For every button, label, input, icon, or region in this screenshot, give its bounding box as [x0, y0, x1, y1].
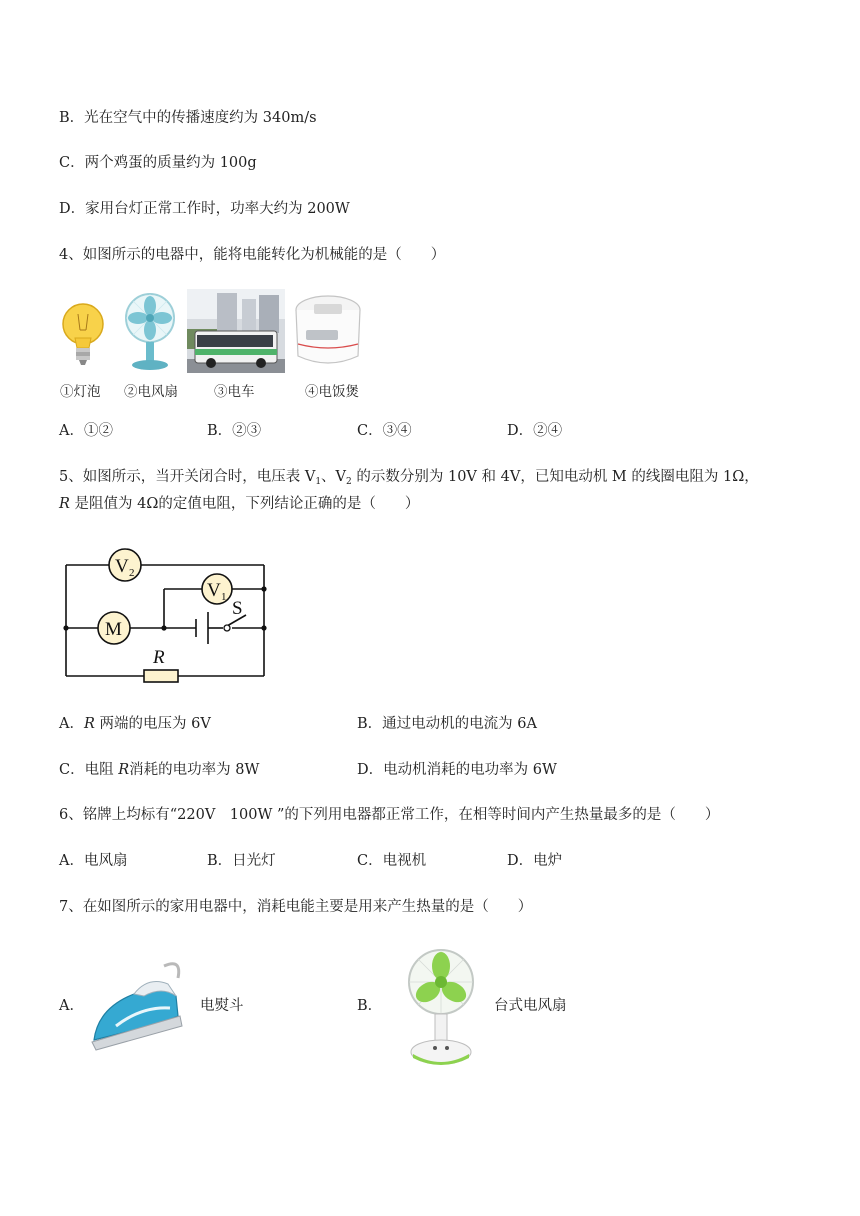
q6-option-c[interactable]: C．电视机: [357, 853, 427, 869]
prev-option-c: C．两个鸡蛋的质量约为 100g: [59, 155, 257, 171]
switch-contact: [224, 625, 230, 631]
q7-option-a-letter[interactable]: A．: [59, 998, 84, 1014]
v1-subscript: 1: [221, 591, 227, 603]
q7-option-b-label: 台式电风扇: [494, 998, 567, 1014]
q6-option-b[interactable]: B．日光灯: [207, 853, 276, 869]
q7-option-b-letter[interactable]: B．: [357, 998, 383, 1014]
q6-option-a[interactable]: A．电风扇: [59, 853, 128, 869]
q5-stem-line2: R 是阻值为 4Ω的定值电阻，下列结论正确的是（ ）: [59, 496, 420, 512]
q4-caption-1: ①灯泡: [60, 384, 101, 400]
voltmeter-v1: [202, 574, 232, 604]
resistor-label: R: [153, 647, 165, 668]
q6-option-d[interactable]: D．电炉: [507, 853, 563, 869]
q6-stem: 6、铭牌上均标有“220V 100W ”的下列用电器都正常工作，在相等时间内产生热量最多的是（ ）: [59, 807, 720, 823]
q5-option-c[interactable]: C．电阻 R消耗的电功率为 8W: [59, 762, 260, 778]
q7-option-a-label: 电熨斗: [200, 998, 244, 1014]
q5-stem-line1: 5、如图所示，当开关闭合时，电压表 $V_1$、$V_2$ 的示数分别为 10V 和 4V，已知电动机 M 的线圈电阻为 1Ω，: [59, 469, 759, 487]
q4-stem: 4、如图所示的电器中，能将电能转化为机械能的是（ ）: [59, 247, 446, 263]
q5-option-d[interactable]: D．电动机消耗的电功率为 6W: [357, 762, 557, 778]
bulb-image: [58, 300, 108, 372]
q4-option-b[interactable]: B．②③: [207, 423, 262, 439]
q4-caption-2: ②电风扇: [124, 384, 178, 400]
prev-option-b: B．光在空气中的传播速度约为 340m/s: [59, 110, 317, 126]
rice-cooker-image: [292, 290, 364, 372]
q4-option-c[interactable]: C．③④: [357, 423, 412, 439]
circuit-diagram: [60, 545, 275, 685]
switch-label: S: [232, 598, 243, 619]
motor-label: M: [105, 619, 122, 640]
q7-stem: 7、在如图所示的家用电器中，消耗电能主要是用来产生热量的是（ ）: [59, 899, 533, 915]
desk-fan-image: [122, 292, 178, 372]
q5-option-a[interactable]: A．R 两端的电压为 6V: [59, 716, 211, 732]
iron-image: [86, 956, 188, 1054]
motor: [98, 612, 130, 644]
q4-option-a[interactable]: A．①②: [59, 423, 113, 439]
voltmeter-v2: [109, 549, 141, 581]
electric-bus-image: [187, 289, 285, 373]
v2-subscript: 2: [129, 567, 135, 579]
q4-caption-4: ④电饭煲: [305, 384, 359, 400]
v1-label: V: [207, 580, 221, 601]
q4-option-d[interactable]: D．②④: [507, 423, 563, 439]
v2-label: V: [115, 556, 129, 577]
q4-caption-3: ③电车: [214, 384, 255, 400]
prev-option-d: D．家用台灯正常工作时，功率大约为 200W: [59, 201, 350, 217]
table-fan-image: [402, 944, 480, 1068]
q5-option-b[interactable]: B．通过电动机的电流为 6A: [357, 716, 537, 732]
resistor: [144, 647, 178, 682]
